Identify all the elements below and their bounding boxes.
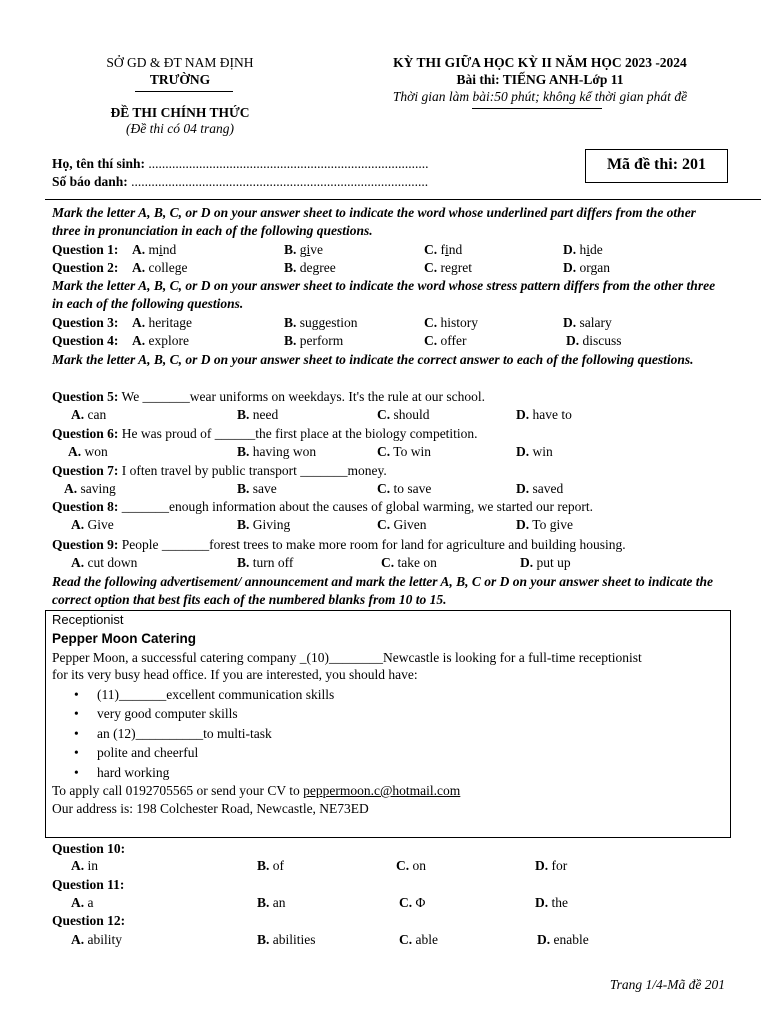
option-text: offer bbox=[440, 333, 467, 348]
option-letter: D. bbox=[535, 895, 549, 910]
q11-option-c[interactable] bbox=[399, 894, 425, 912]
instruction-pronunciation: Mark the letter A, B, C, or D on your answer sheet to indicate the word whose underlined part differs from the other three in pronunciation in each of the following questions. bbox=[52, 205, 696, 238]
option-text: nd bbox=[448, 242, 463, 257]
exam-subject: Bài thi: TIẾNG ANH-Lớp 11 bbox=[456, 72, 624, 87]
q6-label: Question 6: bbox=[52, 426, 119, 441]
option-letter: C. bbox=[377, 517, 391, 532]
option-letter: B. bbox=[284, 260, 297, 275]
option-text: a bbox=[87, 895, 94, 910]
option-letter: B. bbox=[237, 517, 250, 532]
q8-option-c[interactable] bbox=[377, 516, 427, 534]
q3-label: Question 3: bbox=[52, 315, 119, 330]
option-letter: D. bbox=[563, 315, 577, 330]
question-12 bbox=[52, 912, 125, 930]
option-text: have to bbox=[532, 407, 572, 422]
option-text: h bbox=[579, 242, 587, 257]
option-text: need bbox=[252, 407, 279, 422]
option-text: can bbox=[87, 407, 107, 422]
instruction-correct-answer: Mark the letter A, B, C, or D on your answer sheet to indicate the correct answer to each of the following questions. bbox=[52, 352, 694, 367]
pages-note: (Đề thi có 04 trang) bbox=[126, 121, 234, 136]
exam-title: KỲ THI GIỮA HỌC KỲ II NĂM HỌC 2023 -2024 bbox=[393, 55, 687, 70]
q7-option-d[interactable] bbox=[516, 480, 563, 498]
q9-option-d[interactable] bbox=[520, 554, 571, 572]
q3-option-b[interactable] bbox=[284, 314, 358, 332]
q11-option-d[interactable] bbox=[535, 894, 568, 912]
q8-text: _______enough information about the causes of global warming, we started our report. bbox=[121, 499, 594, 514]
q12-option-a[interactable] bbox=[71, 931, 122, 949]
option-letter: C. bbox=[377, 481, 391, 496]
q2-option-b[interactable] bbox=[284, 259, 336, 277]
option-text: To win bbox=[393, 444, 431, 459]
question-5 bbox=[52, 388, 485, 406]
option-letter: B. bbox=[237, 407, 250, 422]
option-text: Given bbox=[393, 517, 427, 532]
option-text: discuss bbox=[582, 333, 622, 348]
q6-option-d[interactable] bbox=[516, 443, 553, 461]
option-text: f bbox=[440, 242, 445, 257]
option-letter: A. bbox=[132, 260, 146, 275]
option-letter: D. bbox=[535, 858, 549, 873]
option-letter: A. bbox=[71, 517, 85, 532]
ad-apply-line bbox=[52, 783, 460, 799]
option-letter: D. bbox=[516, 481, 530, 496]
bullet-text: an (12)__________to multi-task bbox=[97, 726, 272, 741]
underlined-letter: i bbox=[159, 242, 163, 257]
q10-option-a[interactable] bbox=[71, 857, 98, 875]
option-letter: B. bbox=[257, 932, 270, 947]
option-text: ret bbox=[457, 260, 472, 275]
option-text: or bbox=[579, 260, 591, 275]
ad-line-1: Pepper Moon, a successful catering company _(10)________Newcastle is looking for a full-time receptionist bbox=[52, 650, 642, 665]
option-text: perform bbox=[299, 333, 344, 348]
option-text: Give bbox=[87, 517, 114, 532]
q6-option-b[interactable] bbox=[237, 443, 316, 461]
school-underline bbox=[135, 91, 233, 92]
option-text: g bbox=[299, 242, 307, 257]
q4-option-d[interactable] bbox=[566, 332, 622, 350]
q5-option-b[interactable] bbox=[237, 406, 278, 424]
instruction-reading: Read the following advertisement/ announcement and mark the letter A, B, C or D on your answer sheet to indicate the correct option that best fits each of the numbered blanks from 10 to 15. bbox=[52, 574, 714, 607]
q6-text: He was proud of ______the first place at the biology competition. bbox=[121, 426, 478, 441]
header-divider bbox=[45, 199, 761, 200]
q1-option-c[interactable] bbox=[424, 241, 462, 259]
option-letter: D. bbox=[520, 555, 534, 570]
underlined-letter: i bbox=[445, 242, 449, 257]
q5-option-a[interactable] bbox=[71, 406, 106, 424]
q12-option-d[interactable] bbox=[537, 931, 589, 949]
option-letter: C. bbox=[396, 858, 410, 873]
q10-option-b[interactable] bbox=[257, 857, 284, 875]
option-text: history bbox=[440, 315, 479, 330]
option-text: ability bbox=[87, 932, 122, 947]
option-text: won bbox=[84, 444, 108, 459]
q9-text: People _______forest trees to make more room for land for agriculture and building housing. bbox=[121, 537, 626, 552]
option-text: an bbox=[272, 895, 286, 910]
dept-name: SỞ GD & ĐT NAM ĐỊNH bbox=[106, 55, 254, 70]
time-underline bbox=[472, 108, 602, 109]
q5-option-d[interactable] bbox=[516, 406, 572, 424]
underlined-letter: i bbox=[586, 242, 591, 257]
option-letter: B. bbox=[284, 242, 297, 257]
question-2 bbox=[52, 259, 118, 277]
q2-option-a[interactable] bbox=[132, 259, 188, 277]
bullet-text: (11)_______excellent communication skills bbox=[97, 687, 335, 702]
q1-option-a[interactable] bbox=[132, 241, 176, 259]
question-10 bbox=[52, 840, 125, 858]
candidate-name-row bbox=[52, 156, 429, 172]
q8-option-d[interactable] bbox=[516, 516, 573, 534]
option-text: saving bbox=[80, 481, 116, 496]
option-letter: C. bbox=[424, 242, 438, 257]
option-text: heritage bbox=[148, 315, 192, 330]
q7-text: I often travel by public transport _______money. bbox=[121, 463, 387, 478]
underlined-letter: i bbox=[306, 242, 311, 257]
option-text: e bbox=[181, 260, 188, 275]
q7-option-a[interactable] bbox=[64, 480, 116, 498]
advertisement-box bbox=[45, 610, 731, 838]
option-letter: B. bbox=[237, 444, 250, 459]
option-letter: A. bbox=[132, 242, 146, 257]
option-text: should bbox=[393, 407, 430, 422]
option-letter: B. bbox=[237, 555, 250, 570]
ad-address: Our address is: 198 Colchester Road, Newcastle, NE73ED bbox=[52, 801, 369, 816]
underlined-letter: g bbox=[590, 260, 598, 275]
option-text: save bbox=[252, 481, 277, 496]
option-text: able bbox=[415, 932, 438, 947]
q4-option-b[interactable] bbox=[284, 332, 343, 350]
option-text: de bbox=[299, 260, 313, 275]
option-letter: A. bbox=[64, 481, 78, 496]
question-11 bbox=[52, 876, 124, 894]
q4-label: Question 4: bbox=[52, 333, 119, 348]
q3-option-c[interactable] bbox=[424, 314, 478, 332]
q1-label: Question 1: bbox=[52, 242, 119, 257]
question-7 bbox=[52, 462, 387, 480]
q10-label: Question 10: bbox=[52, 841, 126, 856]
q7-option-c[interactable] bbox=[377, 480, 431, 498]
option-text: turn off bbox=[252, 555, 294, 570]
option-letter: D. bbox=[563, 260, 577, 275]
option-text: enable bbox=[553, 932, 589, 947]
option-text: Φ bbox=[415, 895, 426, 910]
option-text: To give bbox=[532, 517, 573, 532]
option-letter: C. bbox=[399, 932, 413, 947]
option-letter: B. bbox=[237, 481, 250, 496]
ad-bullet-2 bbox=[74, 706, 238, 722]
question-1 bbox=[52, 241, 118, 259]
option-text: m bbox=[148, 242, 160, 257]
option-text: saved bbox=[532, 481, 564, 496]
option-letter: C. bbox=[424, 260, 438, 275]
option-text: in bbox=[87, 858, 99, 873]
option-text: cut down bbox=[87, 555, 138, 570]
name-label: Họ, tên thí sinh: bbox=[52, 156, 146, 171]
question-6 bbox=[52, 425, 478, 443]
option-letter: D. bbox=[563, 242, 577, 257]
q5-text: We _______wear uniforms on weekdays. It's the rule at our school. bbox=[121, 389, 486, 404]
underlined-letter: g bbox=[174, 260, 182, 275]
q12-label: Question 12: bbox=[52, 913, 126, 928]
q9-option-c[interactable] bbox=[381, 554, 437, 572]
option-letter: B. bbox=[257, 895, 270, 910]
q9-option-a[interactable] bbox=[71, 554, 137, 572]
q3-option-a[interactable] bbox=[132, 314, 192, 332]
q7-label: Question 7: bbox=[52, 463, 119, 478]
option-letter: C. bbox=[399, 895, 413, 910]
q8-option-a[interactable] bbox=[71, 516, 114, 534]
school-name: TRƯỜNG bbox=[149, 72, 211, 87]
option-letter: C. bbox=[381, 555, 395, 570]
option-text: ree bbox=[319, 260, 336, 275]
option-letter: A. bbox=[71, 858, 85, 873]
option-letter: A. bbox=[68, 444, 82, 459]
bullet-text: very good computer skills bbox=[97, 706, 238, 721]
q6-option-a[interactable] bbox=[68, 443, 108, 461]
option-text: to save bbox=[393, 481, 432, 496]
candidate-id-row bbox=[52, 174, 428, 190]
page-footer: Trang 1/4-Mã đề 201 bbox=[609, 977, 725, 992]
underlined-letter: g bbox=[312, 260, 320, 275]
q2-label: Question 2: bbox=[52, 260, 119, 275]
q11-option-b[interactable] bbox=[257, 894, 286, 912]
email-link[interactable]: peppermoon.c@hotmail.com bbox=[303, 783, 461, 798]
id-dots: ........................................................................................ bbox=[131, 174, 429, 189]
option-text: abilities bbox=[272, 932, 316, 947]
q1-option-d[interactable] bbox=[563, 241, 603, 259]
q9-label: Question 9: bbox=[52, 537, 119, 552]
option-text: suggestion bbox=[299, 315, 358, 330]
q1-option-b[interactable] bbox=[284, 241, 323, 259]
option-letter: C. bbox=[424, 315, 438, 330]
instruction-stress: Mark the letter A, B, C, or D on your answer sheet to indicate the word whose stress pattern differs from the other three in each of the following questions. bbox=[52, 278, 716, 311]
exam-code-box: Mã đề thi: 201 bbox=[585, 149, 728, 183]
ad-title: Pepper Moon Catering bbox=[52, 631, 197, 646]
q10-option-d[interactable] bbox=[535, 857, 567, 875]
question-8 bbox=[52, 498, 593, 516]
q6-option-c[interactable] bbox=[377, 443, 431, 461]
q7-option-b[interactable] bbox=[237, 480, 277, 498]
ad-line-2: for its very busy head office. If you are interested, you should have: bbox=[52, 667, 418, 682]
question-9 bbox=[52, 536, 626, 554]
q9-option-b[interactable] bbox=[237, 554, 293, 572]
option-text: ve bbox=[310, 242, 324, 257]
option-letter: A. bbox=[132, 315, 146, 330]
option-letter: D. bbox=[516, 407, 530, 422]
q5-option-c[interactable] bbox=[377, 406, 430, 424]
option-text: explore bbox=[148, 333, 189, 348]
q11-label: Question 11: bbox=[52, 877, 125, 892]
option-letter: B. bbox=[284, 315, 297, 330]
exam-time: Thời gian làm bài:50 phút; không kể thời gian phát đề bbox=[392, 89, 688, 104]
option-letter: A. bbox=[132, 333, 146, 348]
ad-bullet-1 bbox=[74, 687, 334, 703]
option-letter: B. bbox=[257, 858, 270, 873]
option-letter: D. bbox=[566, 333, 580, 348]
option-letter: D. bbox=[537, 932, 551, 947]
option-letter: D. bbox=[516, 517, 530, 532]
option-text: having won bbox=[252, 444, 317, 459]
question-3 bbox=[52, 314, 118, 332]
option-text: Giving bbox=[252, 517, 291, 532]
question-4 bbox=[52, 332, 118, 350]
q10-option-c[interactable] bbox=[396, 857, 426, 875]
option-text: of bbox=[272, 858, 285, 873]
id-label: Số báo danh: bbox=[52, 174, 128, 189]
option-text: put up bbox=[536, 555, 571, 570]
option-text: an bbox=[597, 260, 611, 275]
option-letter: A. bbox=[71, 895, 85, 910]
q12-option-c[interactable] bbox=[399, 931, 438, 949]
q3-option-d[interactable] bbox=[563, 314, 612, 332]
ad-bullet-3 bbox=[74, 726, 272, 742]
q11-option-a[interactable] bbox=[71, 894, 94, 912]
option-text: the bbox=[551, 895, 568, 910]
q2-option-c[interactable] bbox=[424, 259, 472, 277]
option-letter: A. bbox=[71, 932, 85, 947]
option-letter: C. bbox=[424, 333, 438, 348]
ad-tag: Receptionist bbox=[52, 612, 124, 627]
option-letter: C. bbox=[377, 444, 391, 459]
name-dots: ................................................................................... bbox=[148, 156, 429, 171]
option-letter: C. bbox=[377, 407, 391, 422]
option-text: for bbox=[551, 858, 568, 873]
option-letter: A. bbox=[71, 407, 85, 422]
q12-option-b[interactable] bbox=[257, 931, 316, 949]
q8-label: Question 8: bbox=[52, 499, 119, 514]
option-text: colle bbox=[148, 260, 175, 275]
option-text: re bbox=[440, 260, 451, 275]
q4-option-a[interactable] bbox=[132, 332, 189, 350]
underlined-letter: g bbox=[451, 260, 458, 275]
option-text: de bbox=[590, 242, 603, 257]
q4-option-c[interactable] bbox=[424, 332, 467, 350]
official-label: ĐỀ THI CHÍNH THỨC bbox=[110, 105, 250, 120]
ad-bullet-5 bbox=[74, 765, 169, 781]
option-letter: B. bbox=[284, 333, 297, 348]
option-letter: D. bbox=[516, 444, 530, 459]
option-text: win bbox=[532, 444, 553, 459]
option-text: nd bbox=[162, 242, 177, 257]
option-letter: A. bbox=[71, 555, 85, 570]
option-text: salary bbox=[579, 315, 612, 330]
q8-option-b[interactable] bbox=[237, 516, 290, 534]
ad-bullet-4 bbox=[74, 745, 198, 761]
option-text: take on bbox=[397, 555, 437, 570]
q2-option-d[interactable] bbox=[563, 259, 610, 277]
q5-label: Question 5: bbox=[52, 389, 119, 404]
bullet-text: polite and cheerful bbox=[97, 745, 199, 760]
bullet-text: hard working bbox=[97, 765, 170, 780]
option-text: on bbox=[412, 858, 426, 873]
apply-text: To apply call 0192705565 or send your CV to bbox=[52, 783, 304, 798]
